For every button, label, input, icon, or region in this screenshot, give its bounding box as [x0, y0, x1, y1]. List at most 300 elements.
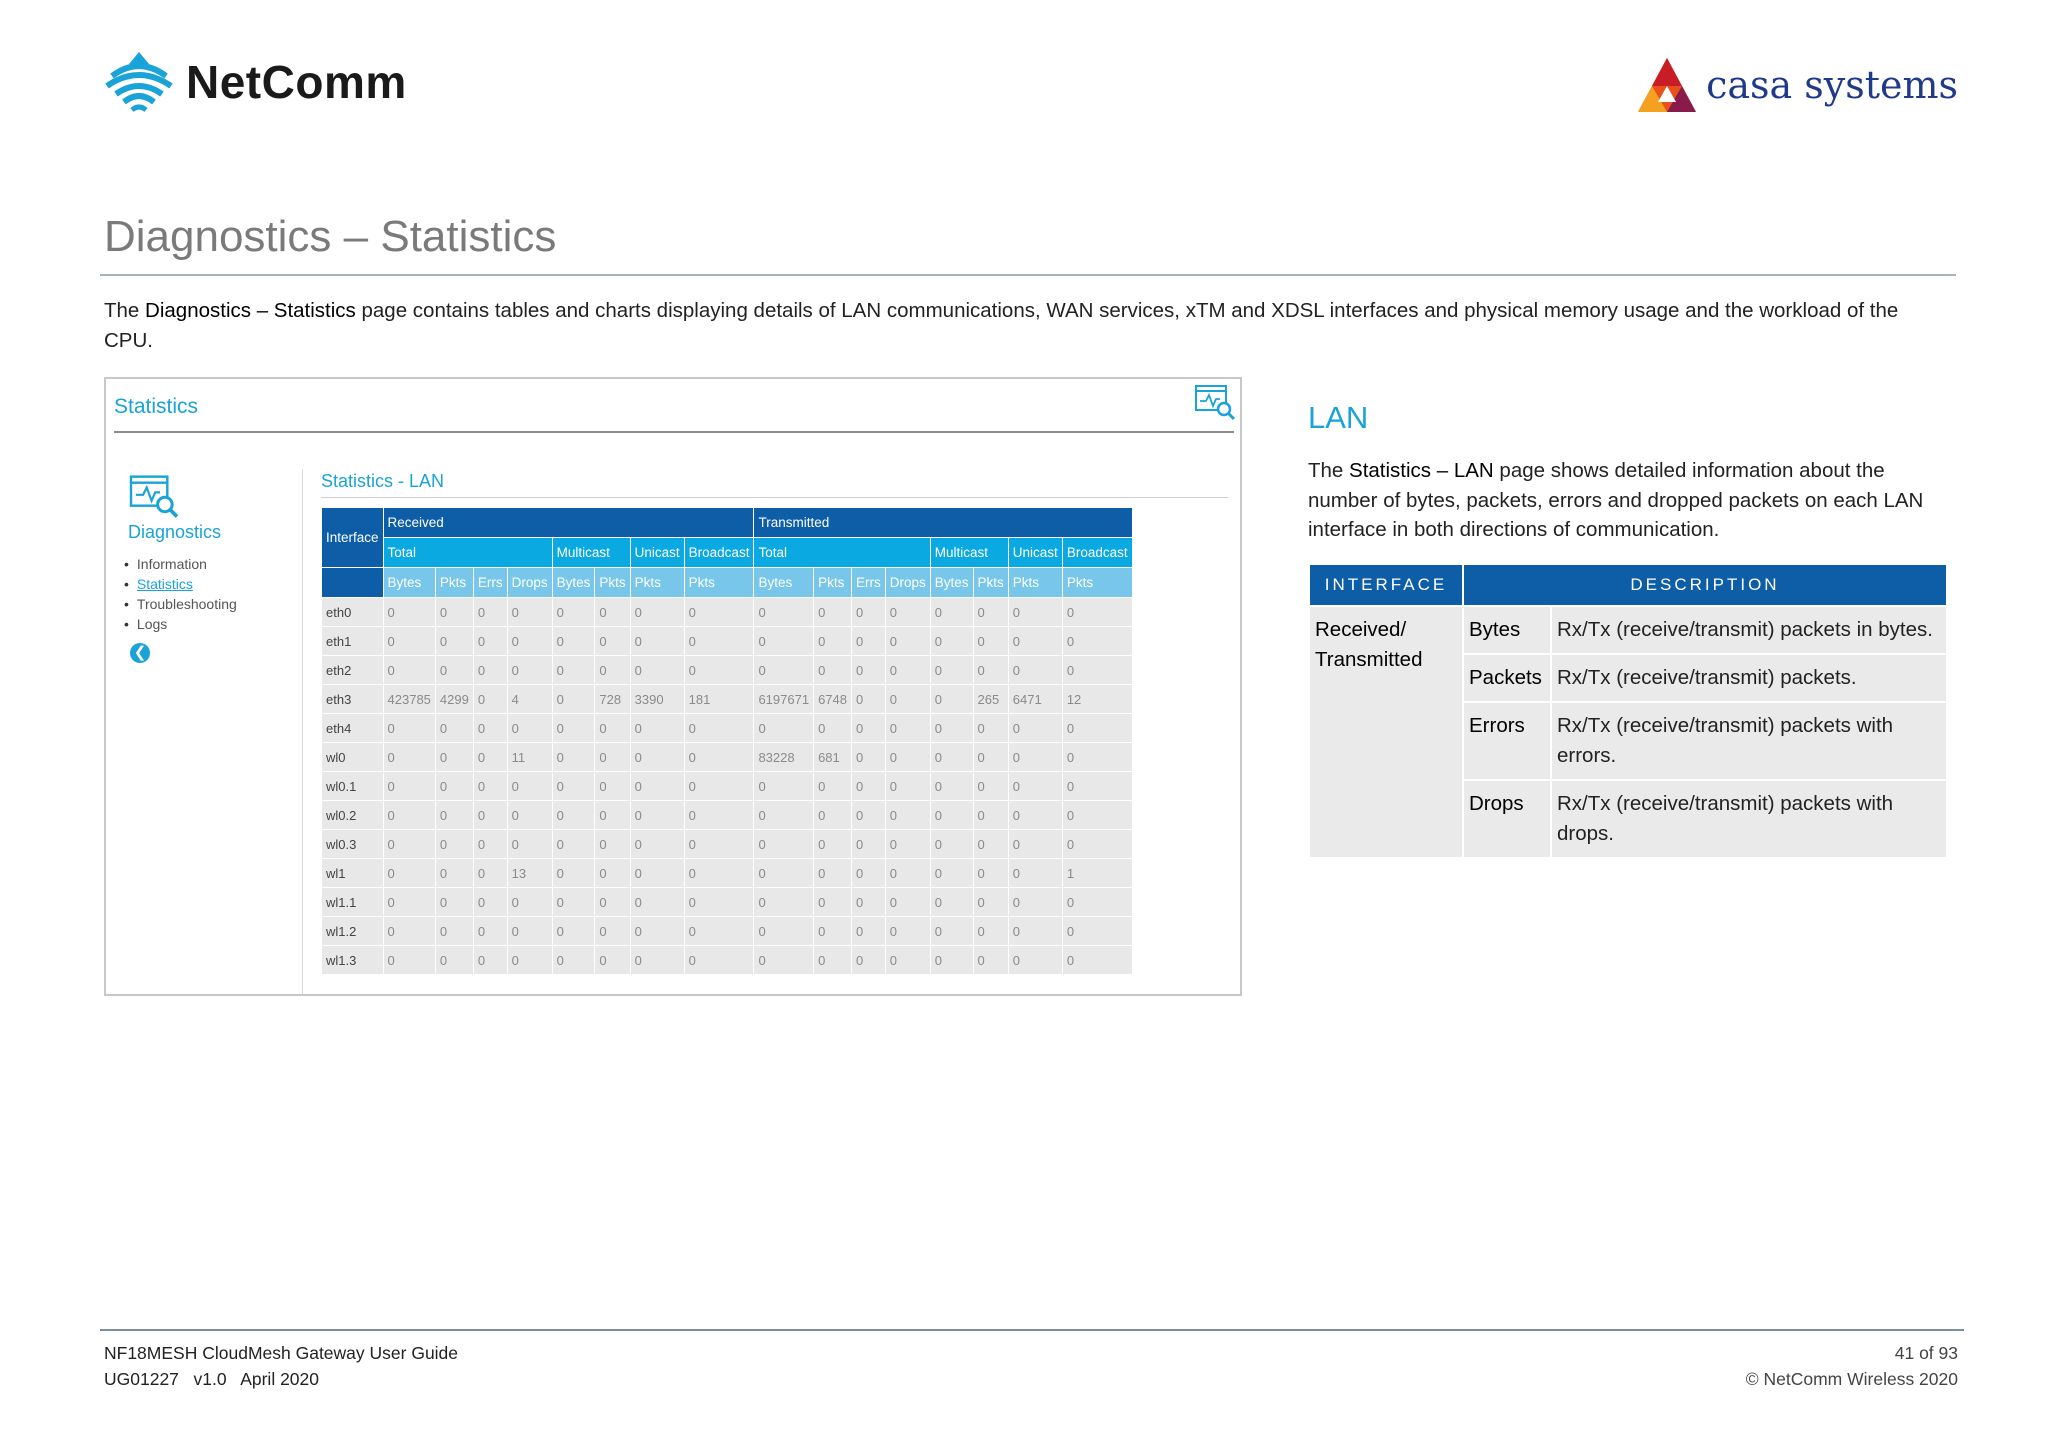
table-cell: 0 [473, 888, 507, 917]
table-cell: 0 [383, 859, 435, 888]
table-cell: 265 [973, 685, 1008, 714]
table-cell: 0 [507, 946, 552, 975]
table-cell: 0 [595, 714, 630, 743]
table-cell: 83228 [754, 743, 814, 772]
column-header: Bytes [754, 568, 814, 598]
table-cell: 0 [754, 801, 814, 830]
table-cell: 0 [973, 772, 1008, 801]
table-cell: 0 [930, 714, 973, 743]
table-row [322, 656, 1133, 685]
table-cell: 0 [930, 685, 973, 714]
table-cell: 0 [973, 656, 1008, 685]
column-header: Pkts [630, 568, 684, 598]
table-cell: 0 [630, 917, 684, 946]
table-row [322, 917, 1133, 946]
table-cell: 0 [885, 714, 930, 743]
table-cell: 0 [885, 888, 930, 917]
column-header: Pkts [435, 568, 473, 598]
interface-name: eth4 [322, 714, 384, 743]
table-cell: 0 [473, 598, 507, 627]
table-cell: 6471 [1008, 685, 1062, 714]
diagnostics-icon [128, 473, 180, 519]
table-cell: 11 [507, 743, 552, 772]
table-cell: 0 [852, 830, 886, 859]
table-cell: 0 [552, 888, 595, 917]
table-cell: 0 [630, 772, 684, 801]
table-cell: 0 [754, 656, 814, 685]
table-cell: 0 [754, 859, 814, 888]
table-cell: 0 [1062, 714, 1132, 743]
desc-errors: Rx/Tx (receive/transmit) packets with errors. [1551, 702, 1947, 780]
table-cell: 0 [754, 888, 814, 917]
table-row [322, 598, 1133, 627]
table-cell: 0 [814, 714, 852, 743]
table-cell: 0 [435, 946, 473, 975]
table-cell: 0 [930, 743, 973, 772]
table-cell: 0 [595, 656, 630, 685]
table-cell: 0 [754, 946, 814, 975]
column-header: Bytes [552, 568, 595, 598]
table-cell: 0 [684, 946, 754, 975]
table-cell: 0 [595, 801, 630, 830]
table-cell: 0 [973, 888, 1008, 917]
table-cell: 0 [552, 627, 595, 656]
intro-rest: page contains tables and charts displaying details of LAN communications, WAN services, xTM and XDSL interfaces and physical memory usage and the workload of the CPU. [104, 299, 1899, 352]
table-cell: 0 [1008, 917, 1062, 946]
table-cell: 0 [552, 656, 595, 685]
table-cell: 6748 [814, 685, 852, 714]
table-row [322, 685, 1133, 714]
table-cell: 0 [630, 714, 684, 743]
table-cell: 0 [383, 801, 435, 830]
table-cell: 0 [885, 743, 930, 772]
table-cell: 0 [973, 830, 1008, 859]
table-cell: 0 [435, 917, 473, 946]
copyright: © NetComm Wireless 2020 [1745, 1369, 1958, 1389]
table-cell: 0 [684, 917, 754, 946]
table-cell: 0 [473, 656, 507, 685]
table-cell: 0 [684, 714, 754, 743]
table-cell: 0 [814, 859, 852, 888]
interface-header-spacer [322, 568, 384, 598]
column-header: Pkts [684, 568, 754, 598]
table-cell: 0 [630, 598, 684, 627]
table-row [322, 830, 1133, 859]
table-cell: 0 [930, 627, 973, 656]
table-cell: 13 [507, 859, 552, 888]
table-cell: 0 [930, 772, 973, 801]
table-cell: 0 [852, 801, 886, 830]
table-cell: 6197671 [754, 685, 814, 714]
table-cell: 0 [684, 801, 754, 830]
table-cell: 0 [930, 946, 973, 975]
column-header: Bytes [383, 568, 435, 598]
table-cell: 0 [973, 598, 1008, 627]
table-cell: 0 [595, 598, 630, 627]
table-cell: 0 [435, 743, 473, 772]
column-header: Pkts [1008, 568, 1062, 598]
received-transmitted-cell: Received/ Transmitted [1309, 606, 1463, 858]
footer-right [1746, 1340, 1958, 1392]
table-cell: 0 [1062, 743, 1132, 772]
column-header: Bytes [930, 568, 973, 598]
interface-name: eth0 [322, 598, 384, 627]
table-cell: 0 [684, 830, 754, 859]
table-cell: 0 [1008, 946, 1062, 975]
table-cell: 0 [383, 743, 435, 772]
table-cell: 0 [1062, 656, 1132, 685]
table-cell: 0 [1062, 946, 1132, 975]
table-row [322, 627, 1133, 656]
table-cell: 0 [1008, 859, 1062, 888]
lan-desc-prefix: The [1308, 459, 1350, 482]
table-cell: 0 [973, 801, 1008, 830]
table-cell: 0 [814, 801, 852, 830]
page-title: Diagnostics – Statistics [104, 212, 557, 261]
table-cell: 1 [1062, 859, 1132, 888]
table-cell: 0 [684, 656, 754, 685]
desc-drops: Rx/Tx (receive/transmit) packets with drops. [1551, 780, 1947, 858]
screenshot-heading: Statistics [114, 395, 199, 418]
table-cell: 0 [1008, 743, 1062, 772]
column-header-row [322, 568, 1133, 598]
netcomm-logo [104, 50, 407, 114]
table-cell: 0 [473, 830, 507, 859]
table-cell: 0 [435, 598, 473, 627]
table-cell: 0 [630, 946, 684, 975]
table-cell: 0 [507, 830, 552, 859]
table-cell: 0 [684, 859, 754, 888]
column-header: Errs [852, 568, 886, 598]
field-errors: Errors [1463, 702, 1551, 780]
interface-name: eth3 [322, 685, 384, 714]
table-row [322, 946, 1133, 975]
table-cell: 0 [814, 656, 852, 685]
table-cell: 0 [383, 627, 435, 656]
table-cell: 0 [435, 830, 473, 859]
table-cell: 0 [930, 917, 973, 946]
table-cell: 0 [1008, 656, 1062, 685]
table-cell: 0 [885, 685, 930, 714]
table-cell: 423785 [383, 685, 435, 714]
table-cell: 0 [814, 946, 852, 975]
table-cell: 0 [852, 685, 886, 714]
intro-bold: Diagnostics – Statistics [145, 299, 356, 322]
table-cell: 0 [1062, 627, 1132, 656]
table-cell: 0 [595, 830, 630, 859]
table-cell: 0 [383, 830, 435, 859]
table-cell: 0 [1062, 917, 1132, 946]
table-cell: 0 [630, 743, 684, 772]
table-cell: 0 [1008, 888, 1062, 917]
footer-left [104, 1340, 458, 1392]
table-cell: 0 [930, 830, 973, 859]
table-cell: 0 [435, 772, 473, 801]
table-cell: 0 [814, 772, 852, 801]
table-cell: 0 [473, 627, 507, 656]
title-divider [100, 274, 1956, 276]
table-cell: 0 [852, 598, 886, 627]
interface-name: eth2 [322, 656, 384, 685]
table-cell: 0 [595, 627, 630, 656]
interface-name: eth1 [322, 627, 384, 656]
table-cell: 0 [595, 743, 630, 772]
table-cell: 0 [630, 656, 684, 685]
back-arrow-icon[interactable]: ❮ [130, 643, 150, 663]
wifi-signal-icon [104, 50, 174, 114]
lan-description [1308, 456, 1958, 545]
table-cell: 0 [852, 888, 886, 917]
table-row [322, 714, 1133, 743]
column-header: Pkts [814, 568, 852, 598]
table-cell: 0 [754, 714, 814, 743]
tx-multicast-header: Multicast [930, 538, 1008, 568]
column-header: Pkts [1062, 568, 1132, 598]
table-cell: 0 [973, 714, 1008, 743]
table-cell: 0 [885, 859, 930, 888]
table-cell: 0 [852, 743, 886, 772]
table-row [322, 743, 1133, 772]
table-cell: 0 [507, 917, 552, 946]
table-cell: 0 [684, 772, 754, 801]
table-cell: 0 [885, 598, 930, 627]
table-cell: 0 [1008, 714, 1062, 743]
table-cell: 0 [852, 656, 886, 685]
table-cell: 0 [885, 627, 930, 656]
table-cell: 4 [507, 685, 552, 714]
table-cell: 0 [885, 656, 930, 685]
table-cell: 0 [814, 888, 852, 917]
table-cell: 0 [507, 627, 552, 656]
table-cell: 0 [473, 946, 507, 975]
column-header: Pkts [595, 568, 630, 598]
table-cell: 0 [552, 859, 595, 888]
rx-multicast-header: Multicast [552, 538, 630, 568]
interface-name: wl1.1 [322, 888, 384, 917]
statistics-lan-heading: Statistics - LAN [321, 471, 445, 491]
table-cell: 0 [885, 946, 930, 975]
table-cell: 0 [595, 888, 630, 917]
table-cell: 0 [552, 598, 595, 627]
desc-packets: Rx/Tx (receive/transmit) packets. [1551, 654, 1947, 702]
table-cell: 0 [383, 888, 435, 917]
table-cell: 0 [1008, 830, 1062, 859]
column-header: Pkts [973, 568, 1008, 598]
rx-broadcast-header: Broadcast [684, 538, 754, 568]
table-cell: 0 [1062, 801, 1132, 830]
table-cell: 0 [754, 598, 814, 627]
table-cell: 0 [1008, 627, 1062, 656]
table-cell: 0 [383, 772, 435, 801]
casa-systems-logo [1636, 56, 1958, 114]
table-cell: 0 [630, 888, 684, 917]
field-bytes: Bytes [1463, 606, 1551, 654]
table-cell: 0 [885, 801, 930, 830]
column-header: Errs [473, 568, 507, 598]
footer-divider [100, 1329, 1964, 1331]
lan-desc-bold: Statistics – LAN [1349, 459, 1494, 482]
table-cell: 0 [930, 598, 973, 627]
interface-name: wl0 [322, 743, 384, 772]
menu-item-statistics[interactable]: • Statistics [124, 574, 237, 594]
intro-prefix: The [104, 299, 146, 322]
table-cell: 0 [930, 888, 973, 917]
table-cell: 0 [814, 598, 852, 627]
table-cell: 0 [630, 830, 684, 859]
menu-item-troubleshooting[interactable]: • Troubleshooting [124, 594, 237, 614]
intro-paragraph [104, 296, 1924, 356]
table-cell: 0 [754, 772, 814, 801]
column-header: Drops [885, 568, 930, 598]
table-cell: 0 [383, 656, 435, 685]
table-cell: 0 [973, 627, 1008, 656]
table-cell: 0 [754, 830, 814, 859]
table-cell: 0 [507, 598, 552, 627]
table-cell: 0 [383, 946, 435, 975]
tx-broadcast-header: Broadcast [1062, 538, 1132, 568]
table-cell: 0 [930, 656, 973, 685]
lan-statistics-body [322, 598, 1133, 975]
interface-header: Interface [322, 508, 384, 568]
table-cell: 0 [930, 859, 973, 888]
table-cell: 3390 [630, 685, 684, 714]
table-cell: 0 [1062, 888, 1132, 917]
lan-desc-rest: page shows detailed information about the number of bytes, packets, errors and dropped packets on each LAN interface in both directions of communication. [1308, 459, 1924, 541]
table-cell: 0 [852, 859, 886, 888]
table-cell: 0 [595, 859, 630, 888]
desc-bytes: Rx/Tx (receive/transmit) packets in bytes. [1551, 606, 1947, 654]
lan-section-title: LAN [1308, 400, 1369, 435]
table-cell: 0 [684, 743, 754, 772]
table-row [322, 888, 1133, 917]
table-cell: 0 [630, 627, 684, 656]
table-cell: 4299 [435, 685, 473, 714]
description-column-header: DESCRIPTION [1463, 564, 1947, 606]
table-cell: 0 [383, 917, 435, 946]
casa-triangle-icon [1636, 56, 1698, 114]
table-cell: 0 [595, 772, 630, 801]
table-cell: 0 [435, 714, 473, 743]
table-cell: 0 [552, 772, 595, 801]
desc-row-bytes [1309, 606, 1947, 654]
table-cell: 0 [684, 598, 754, 627]
statistics-screenshot [104, 377, 1242, 996]
rx-unicast-header: Unicast [630, 538, 684, 568]
column-header: Drops [507, 568, 552, 598]
table-cell: 0 [814, 830, 852, 859]
received-header: Received [383, 508, 754, 538]
table-cell: 181 [684, 685, 754, 714]
table-cell: 12 [1062, 685, 1132, 714]
lan-statistics-table [321, 507, 1133, 975]
table-cell: 0 [473, 714, 507, 743]
menu-item-information[interactable]: • Information [124, 554, 237, 574]
statistics-lan-rule [321, 497, 1228, 498]
diagnostics-window-icon[interactable] [1194, 383, 1236, 421]
interface-name: wl1.2 [322, 917, 384, 946]
table-cell: 0 [552, 917, 595, 946]
table-cell: 0 [630, 801, 684, 830]
page-number: 41 of 93 [1894, 1343, 1958, 1363]
table-cell: 0 [973, 946, 1008, 975]
table-cell: 0 [754, 917, 814, 946]
table-cell: 0 [1062, 772, 1132, 801]
table-cell: 0 [473, 859, 507, 888]
table-cell: 0 [973, 859, 1008, 888]
table-cell: 0 [814, 627, 852, 656]
table-cell: 0 [435, 801, 473, 830]
table-cell: 0 [852, 946, 886, 975]
table-cell: 0 [595, 917, 630, 946]
diagnostics-menu [124, 554, 237, 634]
table-cell: 0 [973, 917, 1008, 946]
screenshot-heading-rule [114, 431, 1234, 433]
table-cell: 0 [435, 627, 473, 656]
interface-name: wl0.3 [322, 830, 384, 859]
table-cell: 0 [383, 714, 435, 743]
table-cell: 0 [473, 917, 507, 946]
table-cell: 0 [814, 917, 852, 946]
table-cell: 0 [852, 627, 886, 656]
table-cell: 0 [885, 917, 930, 946]
table-cell: 728 [595, 685, 630, 714]
table-row [322, 801, 1133, 830]
lan-description-table [1308, 563, 1948, 859]
table-cell: 0 [852, 772, 886, 801]
sidebar-divider [302, 469, 303, 994]
table-cell: 0 [1008, 801, 1062, 830]
footer-doc-title: NF18MESH CloudMesh Gateway User Guide [104, 1343, 459, 1363]
netcomm-wordmark: NetComm [186, 56, 407, 108]
interface-name: wl0.1 [322, 772, 384, 801]
interface-name: wl1.3 [322, 946, 384, 975]
table-cell: 0 [473, 772, 507, 801]
table-cell: 0 [1008, 598, 1062, 627]
field-packets: Packets [1463, 654, 1551, 702]
table-cell: 0 [754, 627, 814, 656]
table-cell: 0 [435, 656, 473, 685]
table-cell: 0 [885, 772, 930, 801]
interface-name: wl1 [322, 859, 384, 888]
table-cell: 0 [552, 685, 595, 714]
table-cell: 0 [684, 888, 754, 917]
table-cell: 0 [552, 830, 595, 859]
transmitted-header: Transmitted [754, 508, 1132, 538]
table-cell: 0 [1062, 830, 1132, 859]
table-cell: 0 [473, 685, 507, 714]
table-cell: 0 [507, 772, 552, 801]
casa-wordmark: casa systems [1706, 63, 1958, 107]
rx-total-header: Total [383, 538, 552, 568]
table-cell: 0 [473, 743, 507, 772]
footer-doc-id: UG01227 v1.0 April 2020 [104, 1369, 319, 1389]
table-cell: 0 [885, 830, 930, 859]
table-cell: 0 [595, 946, 630, 975]
table-cell: 0 [435, 888, 473, 917]
table-cell: 0 [507, 656, 552, 685]
table-cell: 0 [684, 627, 754, 656]
menu-item-logs[interactable]: • Logs [124, 614, 237, 634]
diagnostics-label: Diagnostics [128, 522, 222, 542]
table-cell: 0 [852, 917, 886, 946]
table-cell: 0 [630, 859, 684, 888]
table-cell: 0 [552, 946, 595, 975]
table-cell: 0 [852, 714, 886, 743]
table-cell: 0 [507, 801, 552, 830]
table-cell: 0 [473, 801, 507, 830]
tx-total-header: Total [754, 538, 930, 568]
table-cell: 0 [1062, 598, 1132, 627]
